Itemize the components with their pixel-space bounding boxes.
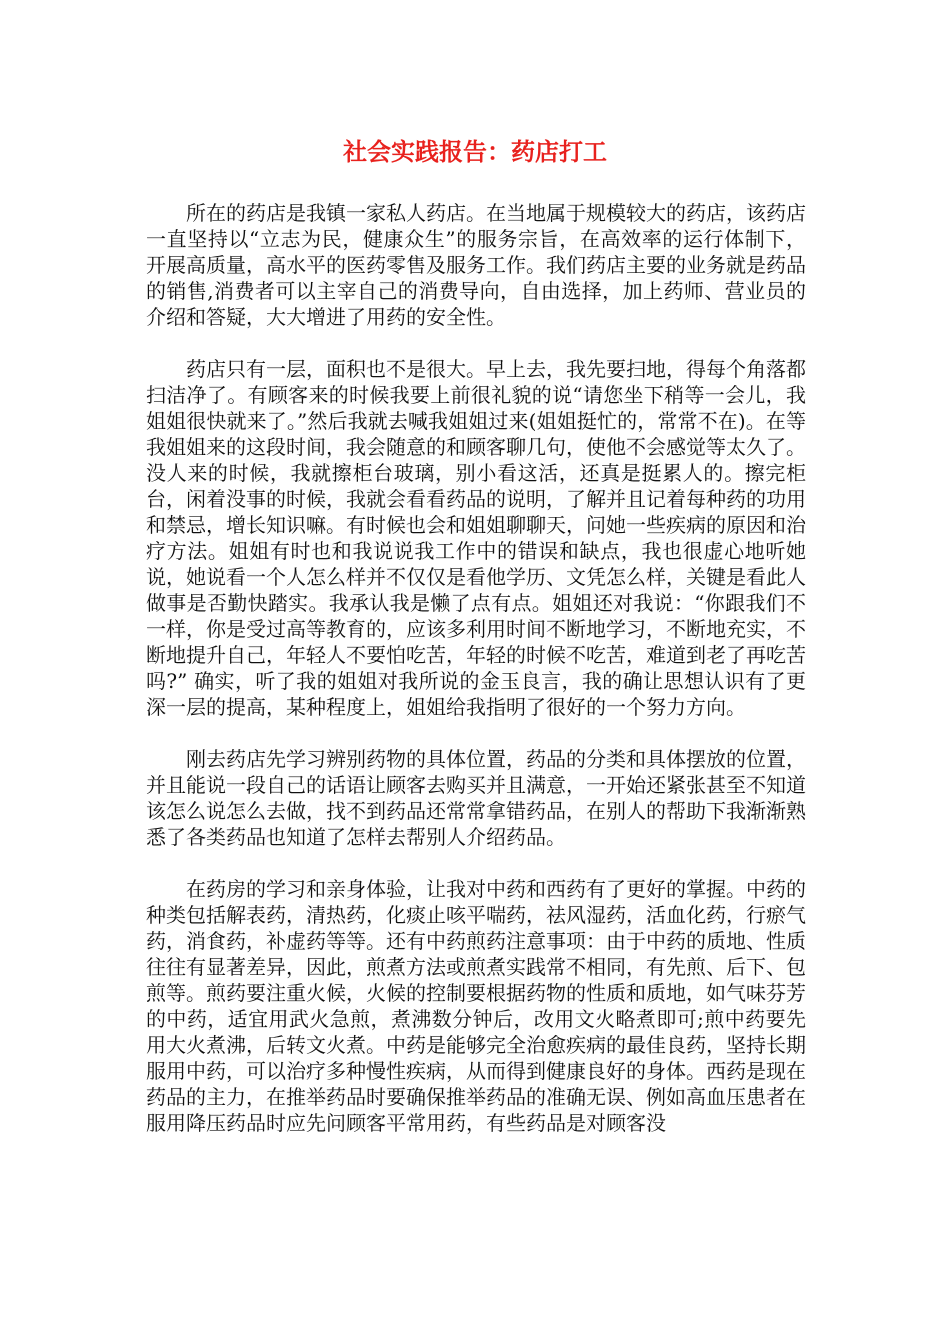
document-title: 社会实践报告：药店打工 [343,138,607,166]
paragraph-4: 在药房的学习和亲身体验，让我对中药和西药有了更好的掌握。中药的种类包括解表药，清热药，化痰止咳平喘药，祛风湿药，活血化药，行瘀气药，消食药，补虚药等等。还有中药煎药注意事项：由于中药的质地、性质往往有显著差异，因此，煎煮方法或煎煮实践常不相同，有先煎、后下、包煎等。煎药要注重火候，火候的控制要根据药物的性质和质地，如气味芬芳的中药，适宜用武火急煎，煮沸数分钟后，改用文火略煮即可;煎中药要先用大火煮沸，后转文火煮。中药是能够完全治愈疾病的最佳良药，坚持长期服用中药，可以治疗多种慢性疾病，从而得到健康良好的身体。西药是现在药品的主力，在推举药品时要确保推举药品的准确无误、例如高血压患者在服用降压药品时应先问顾客平常用药，有些药品是对顾客没 [146,877,806,1135]
paragraph-1: 所在的药店是我镇一家私人药店。在当地属于规模较大的药店，该药店一直坚持以“立志为民，健康众生”的服务宗旨，在高效率的运行体制下，开展高质量，高水平的医药零售及服务工作。我们药店主要的业务就是药品的销售,消费者可以主宰自己的消费导向，自由选择，加上药师、营业员的介绍和答疑，大大增进了用药的安全性。 [146,201,806,329]
paragraph-3: 刚去药店先学习辨别药物的具体位置，药品的分类和具体摆放的位置，并且能说一段自己的话语让顾客去购买并且满意，一开始还紧张甚至不知道该怎么说怎么去做，找不到药品还常常拿错药品，在别人的帮助下我渐渐熟悉了各类药品也知道了怎样去帮别人介绍药品。 [146,747,806,849]
document-body [146,200,806,1162]
paragraph-2: 药店只有一层，面积也不是很大。早上去，我先要扫地，得每个角落都扫洁净了。有顾客来的时候我要上前很礼貌的说“请您坐下稍等一会儿，我姐姐很快就来了。”然后我就去喊我姐姐过来(姐姐挺忙的，常常不在)。在等我姐姐来的这段时间，我会随意的和顾客聊几句，使他不会感觉等太久了。没人来的时候，我就擦柜台玻璃，别小看这活，还真是挺累人的。擦完柜台，闲着没事的时候，我就会看看药品的说明，了解并且记着每种药的功用和禁忌，增长知识嘛。有时候也会和姐姐聊聊天，问她一些疾病的原因和治疗方法。姐姐有时也和我说说我工作中的错误和缺点，我也很虚心地听她说，她说看一个人怎么样并不仅仅是看他学历、文凭怎么样，关键是看此人做事是否勤快踏实。我承认我是懒了点有点。姐姐还对我说：“你跟我们不一样，你是受过高等教育的，应该多利用时间不断地学习，不断地充实，不断地提升自己，年轻人不要怕吃苦，年轻的时候不吃苦，难道到老了再吃苦吗?” 确实，听了我的姐姐对我所说的金玉良言，我的确让思想认识有了更深一层的提高，某种程度上，姐姐给我指明了很好的一个努力方向。 [146,357,806,719]
